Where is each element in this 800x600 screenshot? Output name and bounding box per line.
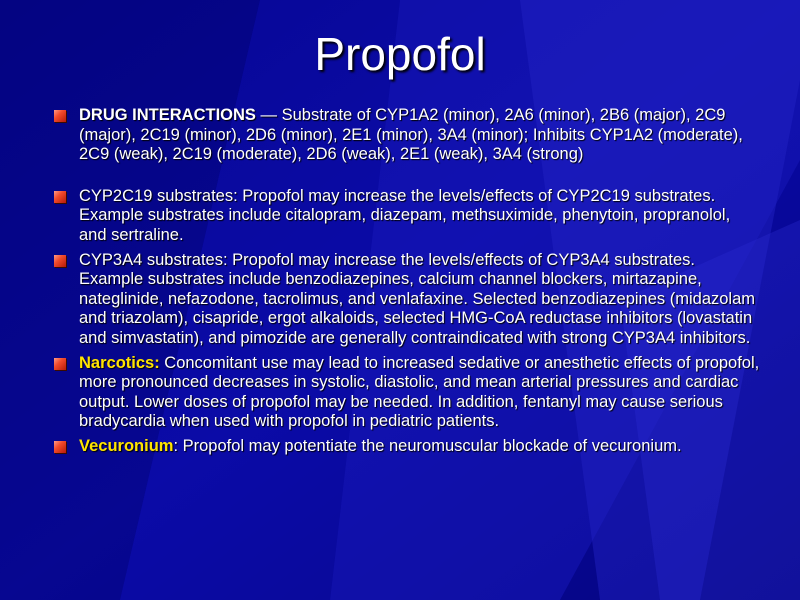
bullet-drug-interactions [48, 106, 760, 165]
red-square-bullet-icon [54, 441, 66, 453]
bullet-list [48, 106, 760, 457]
bullet-lead: Narcotics: [79, 353, 160, 372]
bullet-lead: DRUG INTERACTIONS [79, 106, 256, 124]
bullet-text: CYP2C19 substrates: Propofol may increase the levels/effects of CYP2C19 substrates. Example substrates include citalopram, diazepam, methsuximide, phenytoin, propranolol, and sertraline. [79, 186, 731, 244]
bullet-cyp2c19-substrates [48, 187, 760, 246]
bullet-narcotics [48, 354, 760, 432]
bullet-lead: Vecuronium [79, 436, 174, 455]
bullet-cyp3a4-substrates [48, 251, 760, 349]
red-square-bullet-icon [54, 255, 66, 267]
bullet-text: — Substrate of CYP1A2 (minor), 2A6 (minor), 2B6 (major), 2C9 (major), 2C19 (minor), 2D6 (minor), 2E1 (minor), 3A4 (minor); Inhibits CYP1A2 (moderate), 2C9 (weak), 2C19 (moderate), 2D6 (weak), 2E1 (weak), 3A4 (strong) [79, 106, 743, 164]
bullet-text: : Propofol may potentiate the neuromuscular blockade of vecuronium. [173, 436, 682, 455]
bullet-text: CYP3A4 substrates: Propofol may increase the levels/effects of CYP3A4 substrates. Example substrates include benzodiazepines, calcium channel blockers, mirtazapine, nateglinide, nefazodone, tacrolimus, and venlafaxine. Selected benzodiazepines (midazolam and triazolam), cisapride, ergot alkaloids, selected HMG-CoA reductase inhibitors (lovastatin and simvastatin), and pimozide are generally contraindicated with strong CYP3A4 inhibitors. [79, 250, 756, 347]
red-square-bullet-icon [54, 110, 66, 122]
bullet-vecuronium [48, 437, 760, 457]
red-square-bullet-icon [54, 191, 66, 203]
red-square-bullet-icon [54, 358, 66, 370]
slide-title: Propofol [314, 28, 486, 80]
bullet-text: Concomitant use may lead to increased sedative or anesthetic effects of propofol, more pronounced decreases in systolic, diastolic, and mean arterial pressures and cardiac output. Lower doses of propofol may be needed. In addition, fentanyl may cause serious bradycardia when used with propofol in pediatric patients. [79, 353, 760, 431]
